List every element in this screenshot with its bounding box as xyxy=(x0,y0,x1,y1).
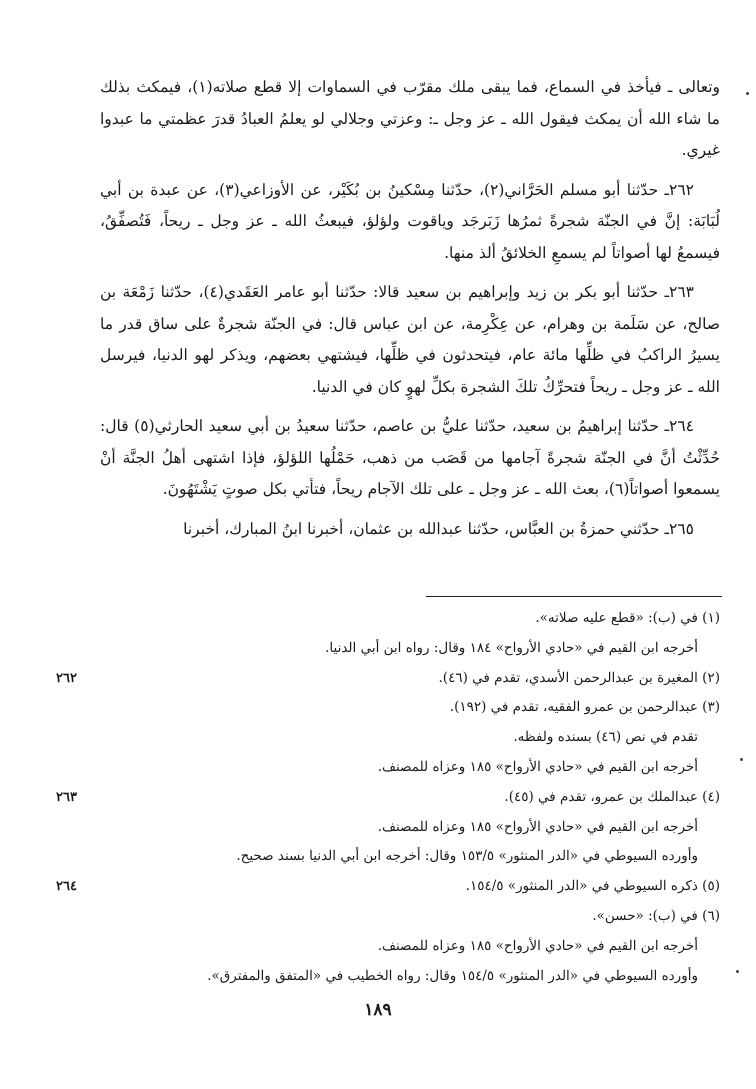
footnote-line xyxy=(100,693,720,723)
margin-reference-number: ٢٦٢ xyxy=(56,670,77,686)
margin-reference-number: ٢٦٣ xyxy=(56,789,77,805)
footnote-line xyxy=(100,604,720,634)
paragraph-262: ٢٦٢ـ حدّثنا أبو مسلم الحَرَّاني(٢)، حدّثنا مِسْكينُ بن بُكَيْر، عن الأوزاعي(٣)، عن عبدة بن أبي لُبَابَة: إنَّ في الجنّة شجرةً ثمرُها زَبَرجَد وياقوت ولؤلؤ، فيبعثُ الله ـ عز وجل ـ ريحاً، فَتُصفِّقُ، فيسمعُ لها أصواتاً لم يسمعِ الخلائقُ ألذ منها. xyxy=(100,180,720,262)
footnote-text: وأورده السيوطي في «الدر المنثور» ١٥٣/٥ وقال: أخرجه ابن أبي الدنيا بسند صحيح. xyxy=(236,848,698,865)
paragraph-264: ٢٦٤ـ حدّثنا إبراهيمُ بن سعيد، حدّثنا عليُّ بن عاصم، حدّثنا سعيدُ بن أبي سعيد الحارثي(٥) قال: حُدِّثْتُ أنَّ في الجنّة شجرةً آجامها من قَصَب من ذهب، حَمْلُها اللؤلؤ، فإذا اشتهى أهلُ الجنَّة أنْ يسمعوا أصواتاً(٦)، بعث الله ـ عز وجل ـ على تلك الآجام ريحاً، فتأتي بكل صوتٍ يَشْتَهُونَ. xyxy=(100,417,720,498)
scan-speck xyxy=(746,92,749,95)
footnote-line xyxy=(56,783,720,813)
footnote-text: (٢) المغيرة بن عبدالرحمن الأسدي، تقدم في (٤٦). xyxy=(438,669,720,686)
footnote-text: (٣) عبدالرحمن بن عمرو الفقيه، تقدم في (١٩٢). xyxy=(449,699,720,716)
footnote-text: (١) في (ب): «قطع عليه صلاته». xyxy=(535,610,720,626)
footnote-line xyxy=(100,932,720,962)
scan-speck xyxy=(740,758,743,761)
footnote-line xyxy=(100,813,720,843)
footnote-text: أخرجه ابن القيم في «حادي الأرواح» ١٨٥ وعزاه للمصنف. xyxy=(377,937,698,954)
footnote-line xyxy=(100,723,720,753)
footnote-line xyxy=(100,842,720,872)
paragraph-continuation: وتعالى ـ فيأخذ في السماع، فما يبقى ملك مقرّب في السماوات إلا قطع صلاته(١)، فيمكث بذلك ما شاء الله أن يمكث فيقول الله ـ عز وجل ـ: وعزتي وجلالي لو يعلمُ العبادُ قدرَ عظمتي ما عبدوا غيري. xyxy=(100,78,720,159)
footnote-line xyxy=(56,872,720,902)
footnote-text: أخرجه ابن القيم في «حادي الأرواح» ١٨٥ وعزاه للمصنف. xyxy=(377,758,698,775)
footnote-text: (٤) عبدالملك بن عمرو، تقدم في (٤٥). xyxy=(504,788,720,805)
margin-reference-number: ٢٦٤ xyxy=(56,879,77,895)
footnote-line xyxy=(100,902,720,932)
footnote-text: (٦) في (ب): «حسن». xyxy=(592,907,720,924)
paragraph-265: ٢٦٥ـ حدّثني حمزةُ بن العبَّاس، حدّثنا عبدالله بن عثمان، أخبرنا ابنُ المبارك، أخبرنا xyxy=(183,519,694,538)
footnote-line xyxy=(100,753,720,783)
footnote-line xyxy=(56,664,720,694)
footnote-line xyxy=(100,634,720,664)
footnote-text: أخرجه ابن القيم في «حادي الأرواح» ١٨٥ وعزاه للمصنف. xyxy=(377,818,698,835)
scan-speck xyxy=(736,970,739,973)
footnote-separator xyxy=(426,596,722,597)
paragraph-263: ٢٦٣ـ حدّثنا أبو بكر بن زيد وإبراهيم بن سعيد قالا: حدّثنا أبو عامر العَقَدي(٤)، حدّثنا زَمْعَة بن صالح، عن سَلَمة بن وهرام، عن عِكْرِمة، عن ابن عباس قال: في الجنّة شجرةٌ على ساق قدر ما يسيرُ الراكبُ في ظلِّها مائة عام، فيتحدثون في ظلِّها، فيشتهي بعضهم، ويذكر لهو الدنيا، فيرسل الله ـ عز وجل ـ ريحاً فتحرِّكُ تلكَ الشجرة بكلِّ لهوٍ كان في الدنيا. xyxy=(100,283,720,396)
footnote-text: (٥) ذكره السيوطي في «الدر المنثور» ١٥٤/٥. xyxy=(465,878,720,895)
footnotes xyxy=(56,604,720,991)
footnote-text: تقدم في نص (٤٦) بسنده ولفظه. xyxy=(513,729,698,746)
main-text xyxy=(100,72,720,545)
footnote-text: أخرجه ابن القيم في «حادي الأرواح» ١٨٤ وقال: رواه ابن أبي الدنيا. xyxy=(325,639,698,656)
page-number: ١٨٩ xyxy=(364,1000,392,1020)
footnote-line xyxy=(100,962,720,992)
footnote-text: وأورده السيوطي في «الدر المنثور» ١٥٤/٥ وقال: رواه الخطيب في «المتفق والمفترق». xyxy=(207,967,698,984)
